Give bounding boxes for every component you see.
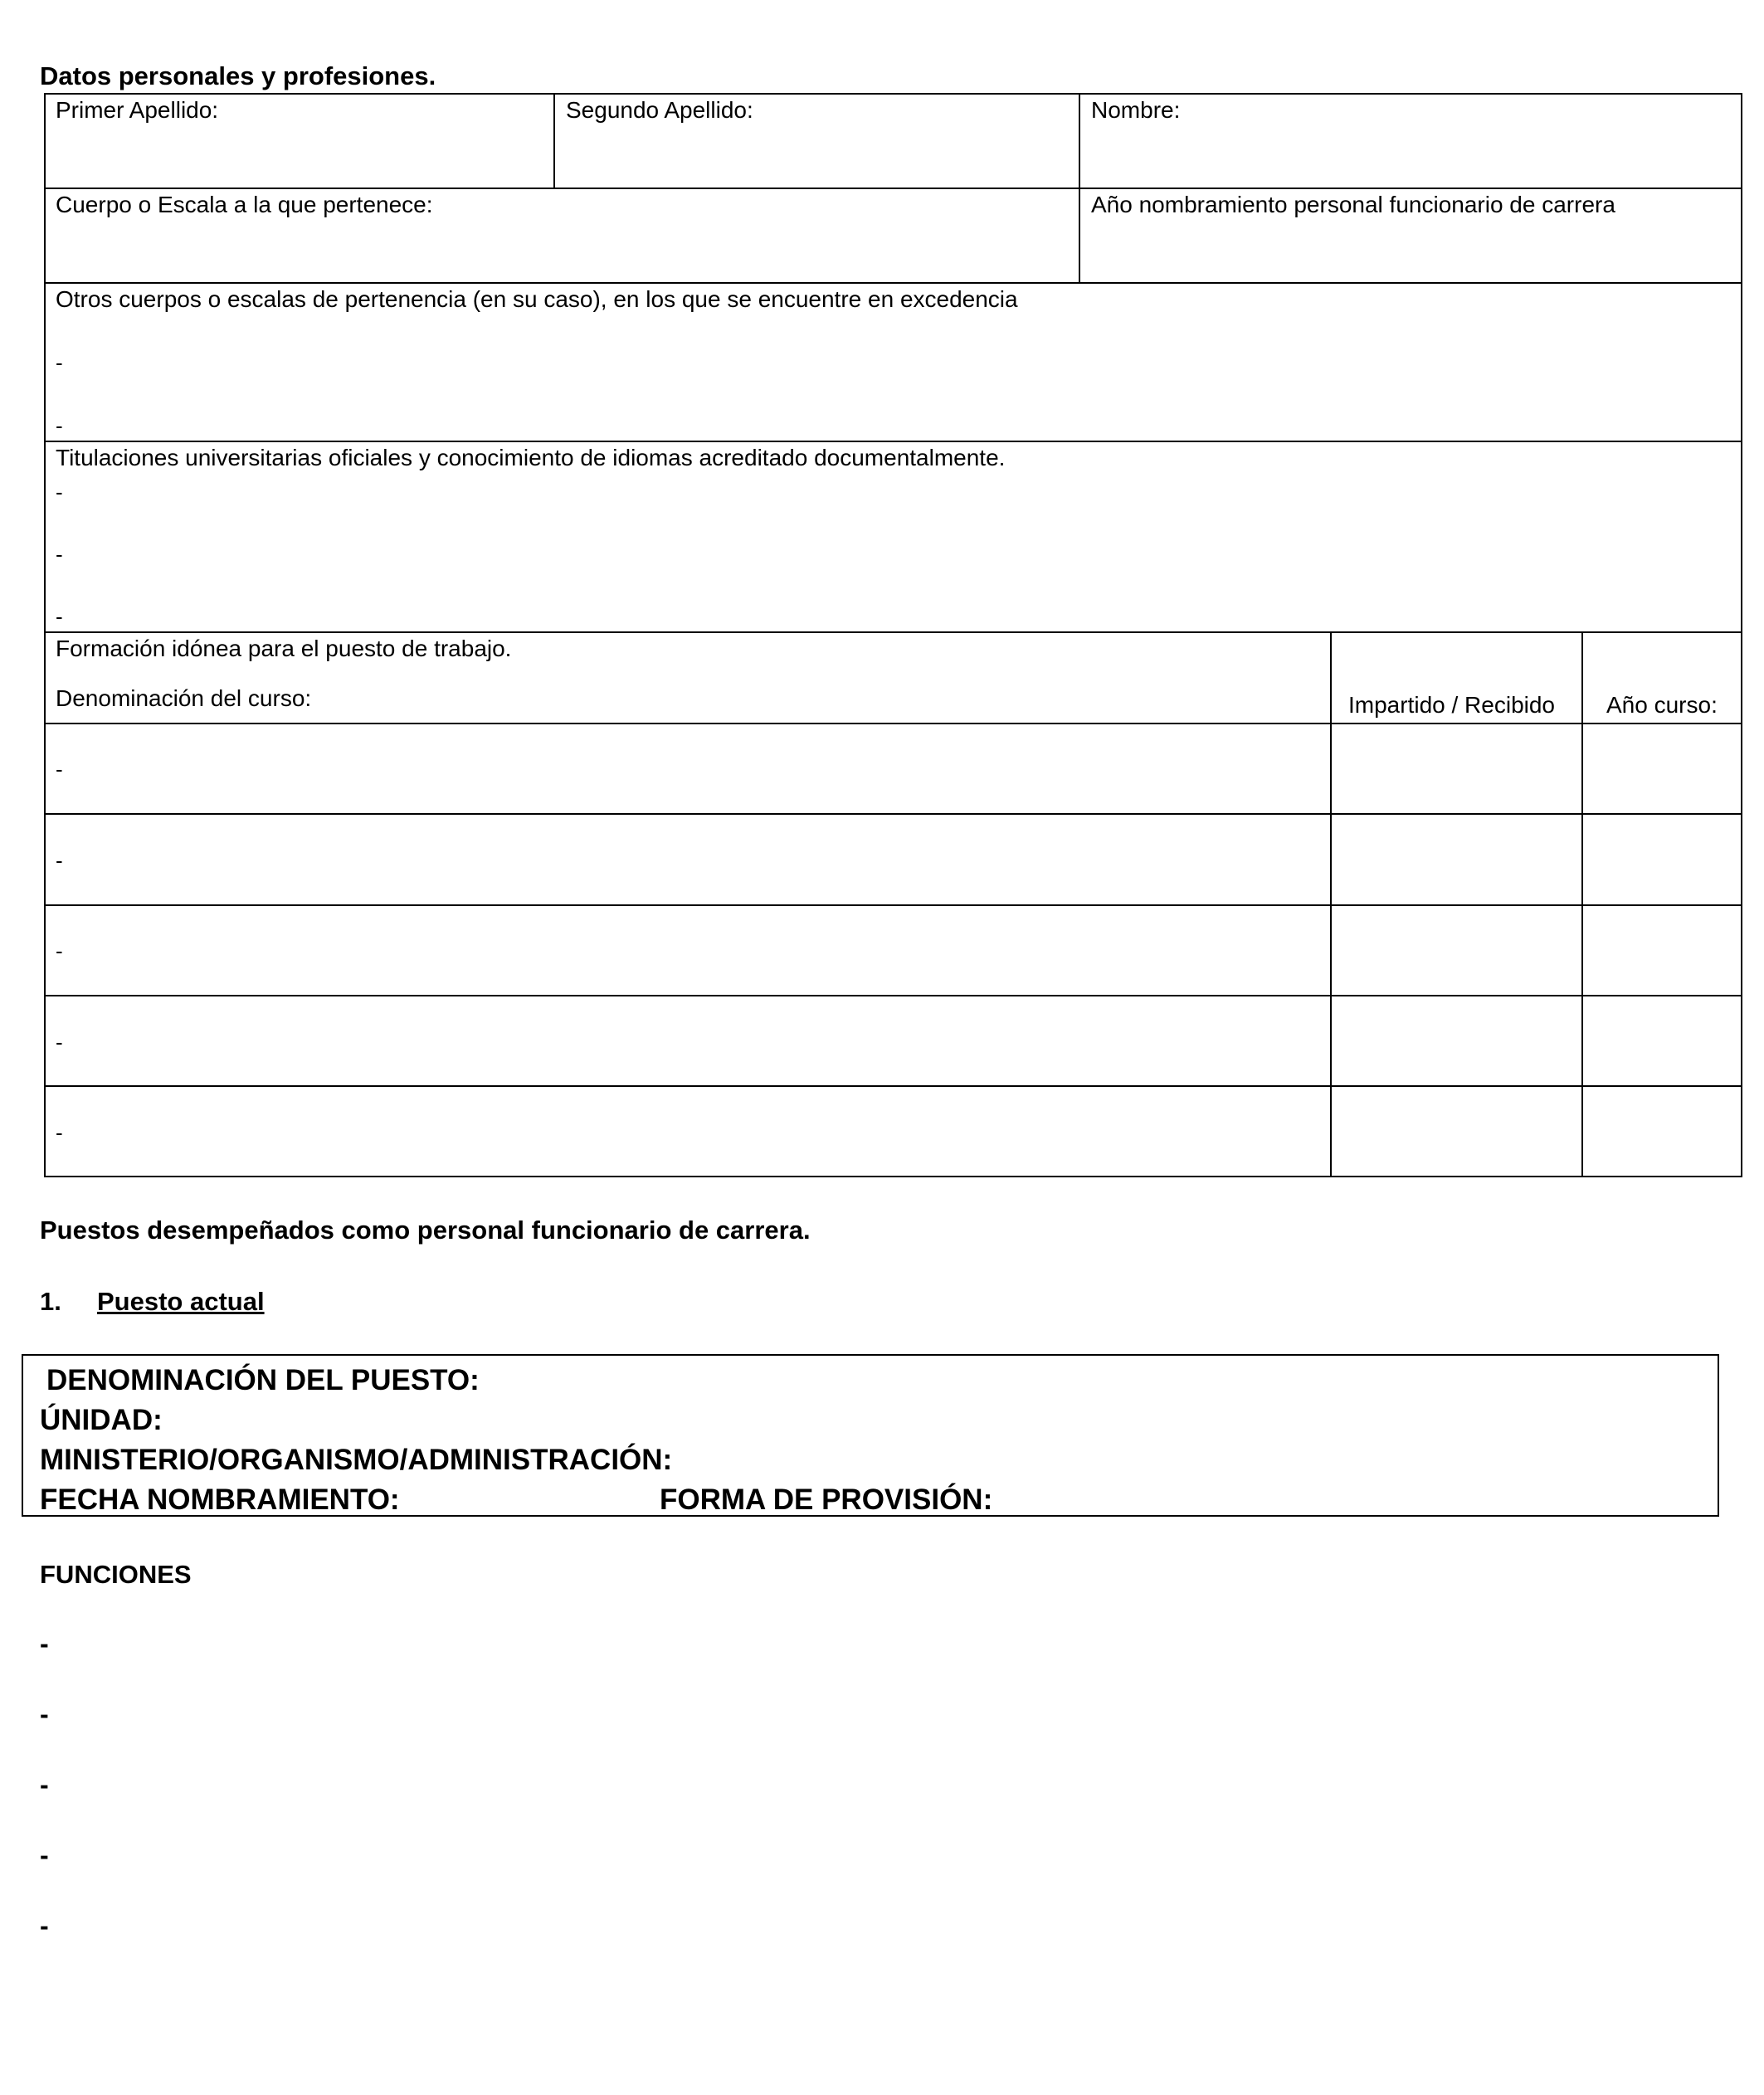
label-ano-nombramiento: Año nombramiento personal funcionario de carrera	[1091, 192, 1615, 217]
dash-marker: -	[56, 848, 63, 873]
table-rule	[44, 995, 1742, 996]
table-rule	[44, 723, 1742, 724]
dash-marker: -	[56, 480, 63, 504]
funciones-title: FUNCIONES	[40, 1560, 192, 1589]
table-rule	[44, 1085, 1742, 1087]
dash-marker: -	[56, 1030, 63, 1055]
dash-marker: -	[56, 413, 63, 438]
funcion-dash: -	[40, 1770, 49, 1800]
table-border-bottom	[44, 1176, 1742, 1177]
label-cuerpo-escala: Cuerpo o Escala a la que pertenece:	[56, 192, 433, 217]
label-denominacion-curso: Denominación del curso:	[56, 685, 312, 711]
table-border-right	[1741, 93, 1742, 1177]
label-titulaciones: Titulaciones universitarias oficiales y conocimiento de idiomas acreditado documentalmente.	[56, 445, 1006, 470]
section-title-puestos: Puestos desempeñados como personal funcionario de carrera.	[40, 1216, 811, 1245]
table-rule	[44, 282, 1742, 284]
label-impartido-recibido: Impartido / Recibido	[1348, 692, 1556, 718]
label-forma-provision: FORMA DE PROVISIÓN:	[660, 1484, 993, 1516]
dash-marker: -	[56, 1120, 63, 1145]
funcion-dash: -	[40, 1911, 49, 1941]
dash-marker: -	[56, 938, 63, 963]
funcion-dash: -	[40, 1840, 49, 1870]
item-title-puesto-actual: Puesto actual	[97, 1287, 265, 1316]
label-fecha-nombramiento: FECHA NOMBRAMIENTO:	[40, 1484, 400, 1516]
table-divider	[1330, 631, 1332, 1177]
table-rule	[44, 631, 1742, 633]
funcion-dash: -	[40, 1699, 49, 1729]
label-otros-cuerpos: Otros cuerpos o escalas de pertenencia (en su caso), en los que se encuentre en excedencia	[56, 286, 1018, 312]
table-rule	[44, 904, 1742, 906]
dash-marker: -	[56, 542, 63, 567]
table-rule	[44, 441, 1742, 442]
label-primer-apellido: Primer Apellido:	[56, 97, 219, 123]
table-rule	[44, 188, 1742, 189]
funcion-dash: -	[40, 1629, 49, 1659]
label-formacion: Formación idónea para el puesto de trabajo.	[56, 636, 512, 661]
label-nombre: Nombre:	[1091, 97, 1181, 123]
dash-marker: -	[56, 350, 63, 375]
item-number: 1.	[40, 1287, 61, 1316]
table-divider	[553, 93, 555, 189]
label-ano-curso: Año curso:	[1606, 692, 1718, 718]
label-unidad: ÚNIDAD:	[40, 1404, 163, 1436]
table-divider	[1581, 631, 1583, 1177]
table-rule	[44, 813, 1742, 815]
label-segundo-apellido: Segundo Apellido:	[566, 97, 753, 123]
table-border-left	[44, 93, 46, 1177]
dash-marker: -	[56, 757, 63, 782]
section-title-personal-data: Datos personales y profesiones.	[40, 61, 436, 90]
label-ministerio: MINISTERIO/ORGANISMO/ADMINISTRACIÓN:	[40, 1444, 673, 1476]
label-denominacion-puesto: DENOMINACIÓN DEL PUESTO:	[46, 1364, 480, 1396]
dash-marker: -	[56, 604, 63, 629]
table-divider	[1079, 93, 1080, 284]
table-border-top	[44, 93, 1742, 95]
